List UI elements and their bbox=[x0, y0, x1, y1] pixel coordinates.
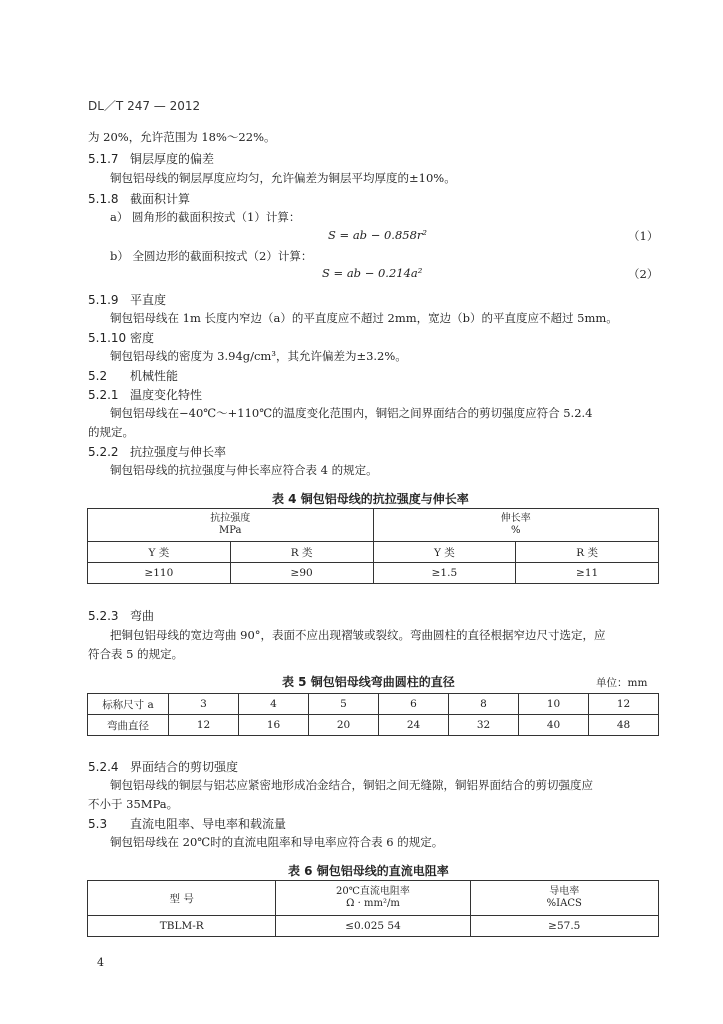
header-tensile-label: 抗拉强度 bbox=[210, 513, 251, 524]
header-tensile-unit: MPa bbox=[219, 525, 242, 536]
paragraph-5-2-2: 铜包铝母线的抗拉强度与伸长率应符合表 4 的规定。 bbox=[110, 463, 378, 477]
table-row bbox=[88, 715, 659, 736]
table-cell: 4 bbox=[239, 694, 309, 715]
section-title: 弯曲 bbox=[130, 609, 155, 623]
section-title: 铜层厚度的偏差 bbox=[130, 152, 215, 166]
table-cell: 24 bbox=[379, 715, 449, 736]
header-conductivity-label: 导电率 bbox=[549, 886, 580, 897]
table-5-caption: 表 5 铜包铝母线弯曲圆柱的直径 bbox=[282, 675, 455, 689]
section-5-2-1 bbox=[88, 386, 202, 403]
section-5-2 bbox=[88, 367, 178, 384]
section-title: 密度 bbox=[130, 331, 155, 345]
table-cell: Y 类 bbox=[373, 542, 516, 563]
table-cell: 48 bbox=[589, 715, 659, 736]
table-cell: 5 bbox=[309, 694, 379, 715]
paragraph-continuation: 为 20%，允许范围为 18%～22%。 bbox=[88, 130, 276, 144]
header-resistivity bbox=[276, 881, 470, 916]
table-5 bbox=[87, 693, 659, 736]
table-cell: ≤0.025 54 bbox=[276, 916, 470, 937]
table-cell: ≥11 bbox=[516, 563, 659, 584]
table-cell: ≥1.5 bbox=[373, 563, 516, 584]
section-title: 机械性能 bbox=[130, 369, 179, 383]
table-cell: 12 bbox=[589, 694, 659, 715]
list-item-a: a） 圆角形的截面积按式（1）计算： bbox=[110, 210, 301, 224]
table-cell: 10 bbox=[519, 694, 589, 715]
table-cell: R 类 bbox=[230, 542, 373, 563]
row-label: 弯曲直径 bbox=[88, 715, 169, 736]
header-conductivity-unit: %IACS bbox=[546, 898, 582, 909]
table-6-caption: 表 6 铜包铝母线的直流电阻率 bbox=[288, 864, 449, 878]
header-resistivity-unit: Ω · mm²/m bbox=[346, 898, 400, 909]
paragraph-5-1-9: 铜包铝母线在 1m 长度内窄边（a）的平直度应不超过 2mm，宽边（b）的平直度应不超过 5mm。 bbox=[110, 311, 618, 325]
header-elongation-unit: % bbox=[510, 525, 521, 536]
paragraph-5-1-7: 铜包铝母线的铜层厚度应均匀，允许偏差为铜层平均厚度的±10%。 bbox=[110, 171, 456, 185]
section-number: 5.2.1 bbox=[88, 388, 119, 402]
paragraph-5-2-3-line1: 把铜包铝母线的宽边弯曲 90°，表面不应出现褶皱或裂纹。弯曲圆柱的直径根据窄边尺寸选定，应 bbox=[110, 628, 606, 642]
table-cell: 3 bbox=[169, 694, 239, 715]
paragraph-5-2-4-line2: 不小于 35MPa。 bbox=[88, 797, 179, 811]
table-4-caption: 表 4 铜包铝母线的抗拉强度与伸长率 bbox=[272, 492, 469, 506]
section-title: 温度变化特性 bbox=[130, 388, 203, 402]
table-cell: R 类 bbox=[516, 542, 659, 563]
table-header-row bbox=[88, 881, 659, 916]
formula-1: S = ab − 0.858r² bbox=[328, 228, 428, 242]
paragraph-5-2-1-line2: 的规定。 bbox=[88, 425, 134, 439]
paragraph-5-2-1-line1: 铜包铝母线在−40℃～+110℃的温度变化范围内，铜铝之间界面结合的剪切强度应符合 5.2.4 bbox=[110, 406, 593, 420]
section-5-2-3 bbox=[88, 607, 154, 624]
table-cell: ≥90 bbox=[230, 563, 373, 584]
section-5-3 bbox=[88, 815, 286, 832]
paragraph-5-3: 铜包铝母线在 20℃时的直流电阻率和导电率应符合表 6 的规定。 bbox=[110, 835, 444, 849]
section-number: 5.1.10 bbox=[88, 331, 127, 345]
table-cell: Y 类 bbox=[88, 542, 231, 563]
table-cell: ≥57.5 bbox=[470, 916, 658, 937]
header-elongation-label: 伸长率 bbox=[500, 513, 531, 524]
section-5-1-10 bbox=[88, 329, 154, 346]
section-5-1-9 bbox=[88, 291, 166, 308]
section-5-1-8 bbox=[88, 190, 190, 207]
section-number: 5.2.2 bbox=[88, 445, 119, 459]
table-5-unit: 单位：mm bbox=[596, 677, 648, 689]
formula-2-number: （2） bbox=[628, 267, 659, 281]
table-cell: ≥110 bbox=[88, 563, 231, 584]
page-number: 4 bbox=[97, 956, 104, 969]
table-header-row bbox=[88, 509, 659, 542]
section-title: 截面积计算 bbox=[130, 192, 191, 206]
section-title: 直流电阻率、导电率和载流量 bbox=[130, 817, 287, 831]
header-tensile bbox=[88, 509, 374, 542]
section-number: 5.2.4 bbox=[88, 760, 119, 774]
section-title: 界面结合的剪切强度 bbox=[130, 760, 239, 774]
list-item-b: b） 全圆边形的截面积按式（2）计算： bbox=[110, 249, 313, 263]
formula-2: S = ab − 0.214a² bbox=[322, 266, 423, 280]
section-5-2-2 bbox=[88, 443, 226, 460]
table-row bbox=[88, 694, 659, 715]
paragraph-5-2-3-line2: 符合表 5 的规定。 bbox=[88, 647, 184, 661]
section-number: 5.1.9 bbox=[88, 293, 119, 307]
section-5-2-4 bbox=[88, 758, 238, 775]
row-label: 标称尺寸 a bbox=[88, 694, 169, 715]
table-row bbox=[88, 563, 659, 584]
section-title: 抗拉强度与伸长率 bbox=[130, 445, 227, 459]
document-header: DL／T 247 — 2012 bbox=[88, 99, 201, 113]
section-number: 5.1.8 bbox=[88, 192, 119, 206]
header-conductivity bbox=[470, 881, 658, 916]
table-cell: 16 bbox=[239, 715, 309, 736]
table-4 bbox=[87, 508, 659, 584]
table-cell: 8 bbox=[449, 694, 519, 715]
table-row bbox=[88, 916, 659, 937]
header-resistivity-label: 20℃直流电阻率 bbox=[336, 886, 410, 897]
table-subheader-row bbox=[88, 542, 659, 563]
paragraph-5-2-4-line1: 铜包铝母线的铜层与铝芯应紧密地形成冶金结合，铜铝之间无缝隙，铜铝界面结合的剪切强度应 bbox=[110, 778, 593, 792]
header-elongation bbox=[373, 509, 659, 542]
table-cell: TBLM-R bbox=[88, 916, 276, 937]
table-cell: 12 bbox=[169, 715, 239, 736]
section-5-1-7 bbox=[88, 150, 214, 167]
section-number: 5.3 bbox=[88, 817, 108, 831]
formula-1-number: （1） bbox=[628, 229, 659, 243]
table-cell: 32 bbox=[449, 715, 519, 736]
paragraph-5-1-10: 铜包铝母线的密度为 3.94g/cm³，其允许偏差为±3.2%。 bbox=[110, 349, 407, 363]
section-number: 5.2.3 bbox=[88, 609, 119, 623]
table-cell: 6 bbox=[379, 694, 449, 715]
header-model: 型 号 bbox=[88, 881, 276, 916]
table-cell: 40 bbox=[519, 715, 589, 736]
table-cell: 20 bbox=[309, 715, 379, 736]
section-title: 平直度 bbox=[130, 293, 167, 307]
section-number: 5.2 bbox=[88, 369, 108, 383]
section-number: 5.1.7 bbox=[88, 152, 119, 166]
table-6 bbox=[87, 880, 659, 937]
